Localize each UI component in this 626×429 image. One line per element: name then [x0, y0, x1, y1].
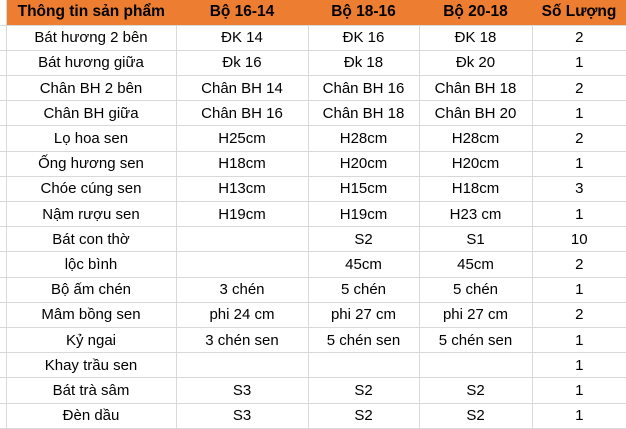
table-row: [0, 302, 626, 327]
cell[interactable]: H19cm: [308, 202, 419, 227]
cell[interactable]: Chân BH 20: [419, 101, 532, 126]
cell[interactable]: Bát trà sâm: [6, 378, 176, 403]
cell[interactable]: Chân BH 18: [308, 101, 419, 126]
cell[interactable]: Bát con thờ: [6, 227, 176, 252]
cell[interactable]: 1: [532, 50, 626, 75]
table-row: [0, 403, 626, 428]
cell[interactable]: 1: [532, 353, 626, 378]
cell[interactable]: H25cm: [176, 126, 308, 151]
cell[interactable]: [176, 353, 308, 378]
cell[interactable]: phi 27 cm: [308, 302, 419, 327]
cell[interactable]: 2: [532, 302, 626, 327]
column-header-set-20-18[interactable]: Bộ 20-18: [419, 0, 532, 25]
cell[interactable]: 3: [532, 176, 626, 201]
cell[interactable]: ĐK 16: [308, 25, 419, 50]
cell[interactable]: 2: [532, 252, 626, 277]
cell[interactable]: 2: [532, 76, 626, 101]
cell[interactable]: Đk 18: [308, 50, 419, 75]
column-header-quantity[interactable]: Số Lượng: [532, 0, 626, 25]
table-row: [0, 277, 626, 302]
cell[interactable]: 1: [532, 378, 626, 403]
cell[interactable]: H28cm: [308, 126, 419, 151]
table-row: [0, 25, 626, 50]
cell[interactable]: 1: [532, 151, 626, 176]
cell[interactable]: H18cm: [419, 176, 532, 201]
table-row: [0, 126, 626, 151]
cell[interactable]: [419, 353, 532, 378]
cell[interactable]: Chân BH 16: [308, 76, 419, 101]
cell[interactable]: Nậm rượu sen: [6, 202, 176, 227]
cell[interactable]: 2: [532, 25, 626, 50]
cell[interactable]: S2: [419, 378, 532, 403]
cell[interactable]: Bát hương giữa: [6, 50, 176, 75]
cell[interactable]: 5 chén: [308, 277, 419, 302]
cell[interactable]: Chân BH 14: [176, 76, 308, 101]
cell[interactable]: Chân BH 18: [419, 76, 532, 101]
cell[interactable]: Khay trầu sen: [6, 353, 176, 378]
cell[interactable]: 1: [532, 403, 626, 428]
cell[interactable]: H20cm: [419, 151, 532, 176]
cell[interactable]: S3: [176, 378, 308, 403]
cell[interactable]: 5 chén sen: [419, 327, 532, 352]
cell[interactable]: 1: [532, 202, 626, 227]
cell[interactable]: 3 chén sen: [176, 327, 308, 352]
cell[interactable]: S2: [308, 378, 419, 403]
cell[interactable]: 1: [532, 101, 626, 126]
header-row: [0, 0, 626, 25]
cell[interactable]: Chân BH 16: [176, 101, 308, 126]
table-row: [0, 151, 626, 176]
cell[interactable]: phi 27 cm: [419, 302, 532, 327]
cell[interactable]: 5 chén: [419, 277, 532, 302]
cell[interactable]: 1: [532, 277, 626, 302]
cell[interactable]: ĐK 14: [176, 25, 308, 50]
cell[interactable]: 45cm: [308, 252, 419, 277]
cell[interactable]: H18cm: [176, 151, 308, 176]
column-header-product-info[interactable]: Thông tin sản phẩm: [6, 0, 176, 25]
cell[interactable]: 1: [532, 327, 626, 352]
cell[interactable]: S2: [419, 403, 532, 428]
cell[interactable]: ĐK 18: [419, 25, 532, 50]
cell[interactable]: Chóe cúng sen: [6, 176, 176, 201]
table-body: [0, 25, 626, 428]
cell[interactable]: 5 chén sen: [308, 327, 419, 352]
table-row: [0, 227, 626, 252]
table-row: [0, 176, 626, 201]
cell[interactable]: S2: [308, 403, 419, 428]
cell[interactable]: H19cm: [176, 202, 308, 227]
column-header-set-16-14[interactable]: Bộ 16-14: [176, 0, 308, 25]
cell[interactable]: Ống hương sen: [6, 151, 176, 176]
table-row: [0, 76, 626, 101]
cell[interactable]: 2: [532, 126, 626, 151]
cell[interactable]: H23 cm: [419, 202, 532, 227]
cell[interactable]: S1: [419, 227, 532, 252]
cell[interactable]: Mâm bồng sen: [6, 302, 176, 327]
cell[interactable]: 10: [532, 227, 626, 252]
cell[interactable]: [176, 227, 308, 252]
cell[interactable]: H13cm: [176, 176, 308, 201]
cell[interactable]: H15cm: [308, 176, 419, 201]
cell[interactable]: [308, 353, 419, 378]
cell[interactable]: Bộ ấm chén: [6, 277, 176, 302]
column-header-set-18-16[interactable]: Bộ 18-16: [308, 0, 419, 25]
cell[interactable]: Lọ hoa sen: [6, 126, 176, 151]
cell[interactable]: Đk 20: [419, 50, 532, 75]
table-row: [0, 252, 626, 277]
table-row: [0, 353, 626, 378]
table-row: [0, 378, 626, 403]
cell[interactable]: H20cm: [308, 151, 419, 176]
cell[interactable]: Bát hương 2 bên: [6, 25, 176, 50]
cell[interactable]: [176, 252, 308, 277]
cell[interactable]: 45cm: [419, 252, 532, 277]
table-row: [0, 327, 626, 352]
cell[interactable]: lộc bình: [6, 252, 176, 277]
cell[interactable]: H28cm: [419, 126, 532, 151]
cell[interactable]: Chân BH giữa: [6, 101, 176, 126]
cell[interactable]: phi 24 cm: [176, 302, 308, 327]
table-row: [0, 202, 626, 227]
cell[interactable]: Đk 16: [176, 50, 308, 75]
table-row: [0, 50, 626, 75]
table-header: [0, 0, 626, 25]
cell[interactable]: Kỷ ngai: [6, 327, 176, 352]
cell[interactable]: Đèn dầu: [6, 403, 176, 428]
table-row: [0, 101, 626, 126]
cell[interactable]: S3: [176, 403, 308, 428]
cell[interactable]: Chân BH 2 bên: [6, 76, 176, 101]
cell[interactable]: S2: [308, 227, 419, 252]
cell[interactable]: 3 chén: [176, 277, 308, 302]
